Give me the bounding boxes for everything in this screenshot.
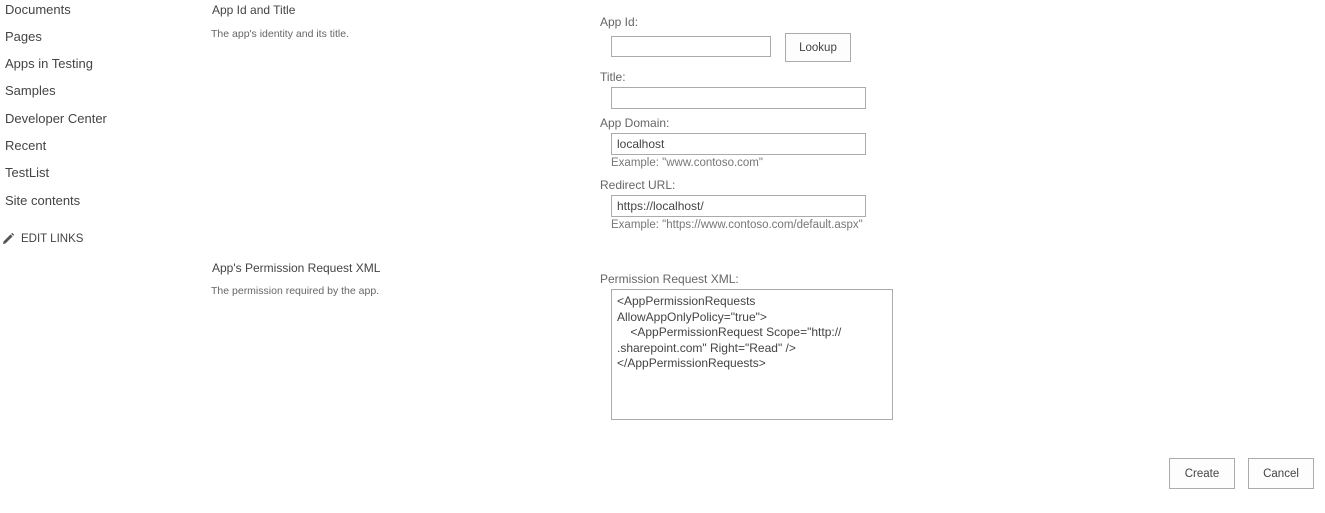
lookup-button[interactable]: Lookup: [785, 33, 851, 62]
nav-item-samples[interactable]: Samples: [5, 83, 56, 98]
edit-links-label: EDIT LINKS: [21, 233, 84, 245]
app-domain-input[interactable]: [611, 133, 866, 155]
permission-xml-label: Permission Request XML:: [600, 272, 739, 286]
title-label: Title:: [600, 70, 626, 84]
section-desc-identity: The app's identity and its title.: [211, 28, 349, 40]
nav-item-documents[interactable]: Documents: [5, 2, 71, 17]
section-title-identity: App Id and Title: [212, 3, 296, 17]
nav-item-testlist[interactable]: TestList: [5, 165, 50, 180]
app-domain-example: Example: "www.contoso.com": [611, 157, 763, 169]
section-title-permission: App's Permission Request XML: [212, 261, 381, 275]
nav-item-apps-in-testing[interactable]: Apps in Testing: [5, 56, 93, 71]
nav-item-developer-center[interactable]: Developer Center: [5, 111, 107, 126]
edit-links-button[interactable]: [2, 233, 83, 245]
app-id-label: App Id:: [600, 15, 639, 29]
cancel-button[interactable]: Cancel: [1248, 458, 1314, 489]
create-button[interactable]: Create: [1169, 458, 1235, 489]
section-desc-permission: The permission required by the app.: [211, 285, 380, 297]
nav-item-site-contents[interactable]: Site contents: [5, 193, 81, 208]
app-domain-label: App Domain:: [600, 116, 670, 130]
nav-item-recent[interactable]: Recent: [5, 138, 47, 153]
redirect-url-input[interactable]: [611, 195, 866, 217]
pencil-icon: [2, 233, 14, 245]
redirect-url-label: Redirect URL:: [600, 178, 676, 192]
title-input[interactable]: [611, 87, 866, 109]
permission-xml-textarea[interactable]: [611, 289, 893, 420]
app-id-input[interactable]: [611, 36, 771, 57]
nav-item-pages[interactable]: Pages: [5, 29, 42, 44]
redirect-url-example: Example: "https://www.contoso.com/default.aspx": [611, 219, 863, 231]
